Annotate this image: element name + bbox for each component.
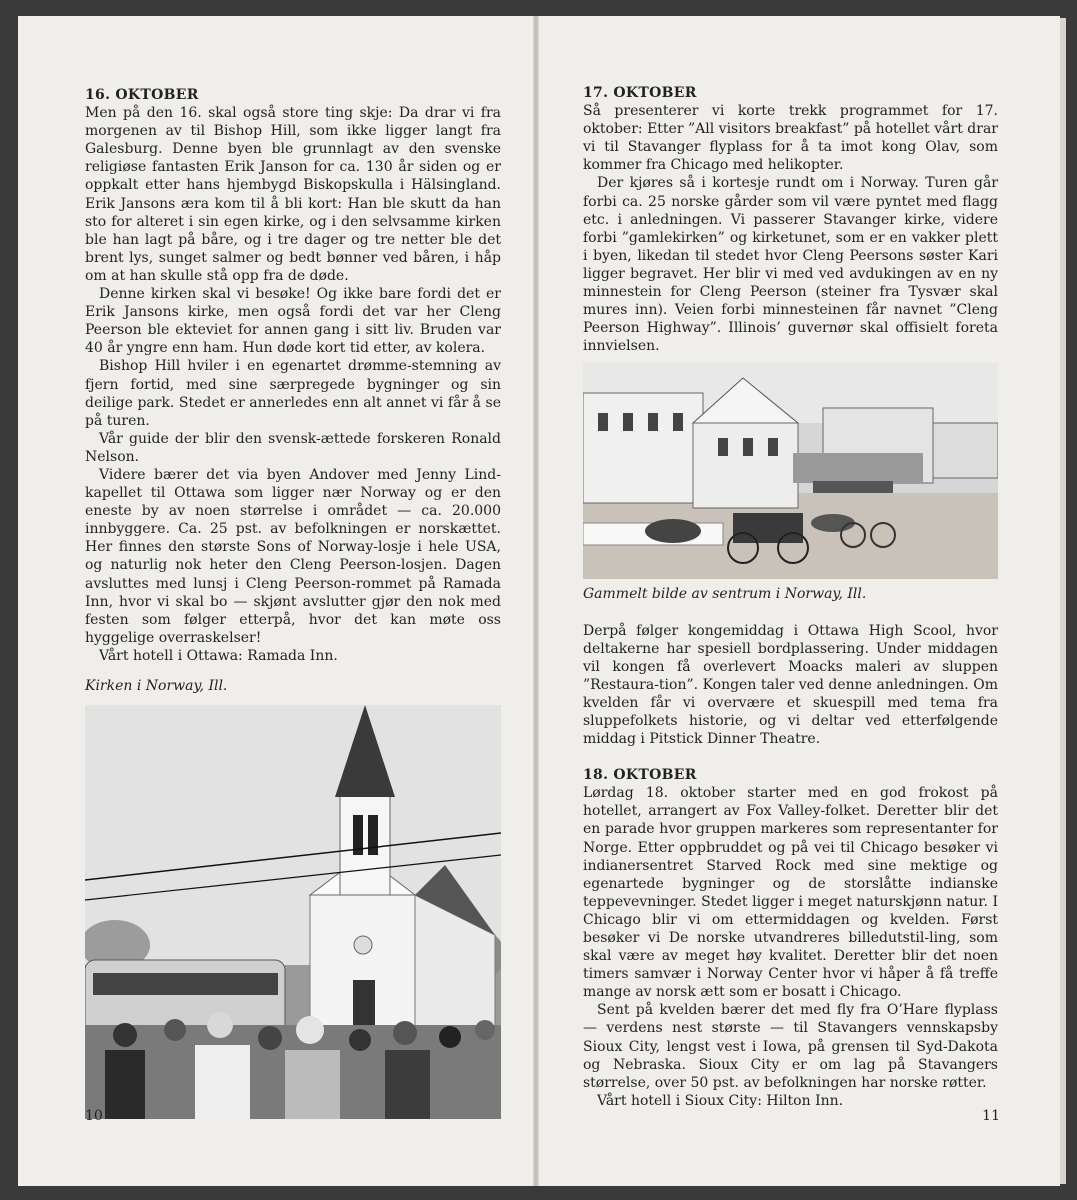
page-number-left: 10 [85, 1108, 103, 1124]
church-illustration [85, 705, 501, 1119]
left-page [18, 16, 533, 1186]
left-paragraph: Vår guide der blir den svensk-ættede forskeren Ronald Nelson. [85, 430, 501, 465]
left-paragraph: Videre bærer det via byen Andover med Jenny Lind-kapellet til Ottawa som ligger nær Norway og er den eneste by av noen størrelse i området — ca. 20.000 innbyggere. Ca. 25 pst. av befolkningen er norskættet. Her finnes den største Sons of Norway-losje i hele USA, og naturlig nok heter den Cleng Peerson-losjen. Dagen avsluttes med lunsj i Cleng Peerson-rommet på Ramada Inn, hvor vi skal bo — skjønt avslutter gjør den nok med festen som følger etterpå, hvor det kan møte oss hyggelige overraskelser! [85, 466, 501, 646]
right-paragraph: Så presenterer vi korte trekk programmet for 17. oktober: Etter ”All visitors breakfast” på hotellet vårt drar vi til Stavanger flyplass for å ta imot kong Olav, som kommer fra Chicago med helikopter. [583, 103, 998, 174]
right-paragraph: Lørdag 18. oktober starter med en god frokost på hotellet, arrangert av Fox Valley-folket. Deretter blir det en parade hvor gruppen markeres som representanter for Norge. Etter oppbruddet og på vei til Chicago besøker vi indianersentret Starved Rock med sine mektige og egenartede bygninger og de storslåtte indianske teppevevninger. Stedet ligger i meget naturskjønn natur. I Chicago blir vi om ettermiddagen og kvelden. Først besøker vi De norske utvandreres billedutstil-ling, som skal være av meget høy kvalitet. Deretter blir det noen timers samvær i Norway Center hvor vi håper å få treffe mange av norsk ætt som er bosatt i Chicago. [583, 785, 998, 1001]
right-paragraph: Vårt hotell i Sioux City: Hilton Inn. [597, 1092, 844, 1109]
page-edge [1060, 18, 1066, 1184]
heading-16-oktober: 16. OKTOBER [85, 87, 199, 103]
page-number-right: 11 [982, 1108, 1000, 1124]
church-photo-caption: Kirken i Norway, Ill. [85, 678, 228, 694]
right-column [583, 84, 998, 1110]
heading-18-oktober: 18. OKTOBER [583, 767, 697, 784]
right-paragraph: Der kjøres så i kortesje rundt om i Norway. Turen går forbi ca. 25 norske gårder som vil være pyntet med flagg etc. i anledningen. Vi passerer Stavanger kirke, videre forbi ”gamlekirken” og kirketunet, som er en vakker plett i byen, likedan til stedet hvor Cleng Peersons søster Kari ligger begravet. Her blir vi med ved avdukingen av en ny minnestein for Cleng Peerson (steiner fra Tysvær skal mures inn). Veien forbi minnesteinen får navnet ”Cleng Peerson Highway”. Illinois’ guvernør skal offisielt foreta innvielsen. [583, 175, 998, 355]
left-column [85, 86, 501, 1119]
heading-17-oktober: 17. OKTOBER [583, 85, 697, 101]
left-paragraph: Men på den 16. skal også store ting skje: Da drar vi fra morgenen av til Bishop Hill, som ikke ligger langt fra Galesburg. Denne byen ble grunnlagt av den svenske religiøse fantasten Erik Janson for ca. 130 år siden og er oppkalt etter hans hjembygd Biskopskulla i Hälsingland. Erik Jansons æra kom til å bli kort: Han ble skutt da han sto for alteret i sin egen kirke, og i den selvsamme kirken ble han lagt på båre, og i tre dager og tre netter ble det brent lys, sunget salmer og bedt bønner ved båren, i håp om at han skulle stå opp fra de døde. [85, 105, 501, 284]
old-town-illustration [583, 363, 998, 579]
left-paragraph: Bishop Hill hviler i en egenartet drømme-stemning av fjern fortid, med sine særpregede bygninger og sin deilige park. Stedet er annerledes enn alt annet vi får å se på turen. [85, 358, 501, 429]
right-page [539, 16, 1060, 1186]
old-town-photo [583, 363, 998, 579]
old-town-photo-caption: Gammelt bilde av sentrum i Norway, Ill. [583, 586, 867, 603]
left-paragraph: Vårt hotell i Ottawa: Ramada Inn. [99, 647, 338, 664]
right-paragraph: Derpå følger kongemiddag i Ottawa High Scool, hvor deltakerne har spesiell bordplassering. Under middagen vil kongen få overlevert Moacks maleri av sluppen ”Restaura-tion”. Kongen taler ved denne anledningen. Om kvelden får vi overvære et skuespill med tema fra sluppefolkets historie, og vi deltar ved etterfølgende middag i Pitstick Dinner Theatre. [583, 622, 998, 748]
left-paragraph: Denne kirken skal vi besøke! Og ikke bare fordi det er Erik Jansons kirke, men også fordi det var her Cleng Peerson ble ekteviet for annen gang i sitt liv. Bruden var 40 år yngre enn ham. Hun døde kort tid etter, av kolera. [85, 286, 501, 357]
right-paragraph: Sent på kvelden bærer det med fly fra O’Hare flyplass — verdens nest største — til Stavangers vennskapsby Sioux City, lengst vest i Iowa, på grensen til Syd-Dakota og Nebraska. Sioux City er om lag på Stavangers størrelse, over 50 pst. av befolkningen har norske røtter. [583, 1002, 998, 1091]
church-photo [85, 705, 501, 1119]
